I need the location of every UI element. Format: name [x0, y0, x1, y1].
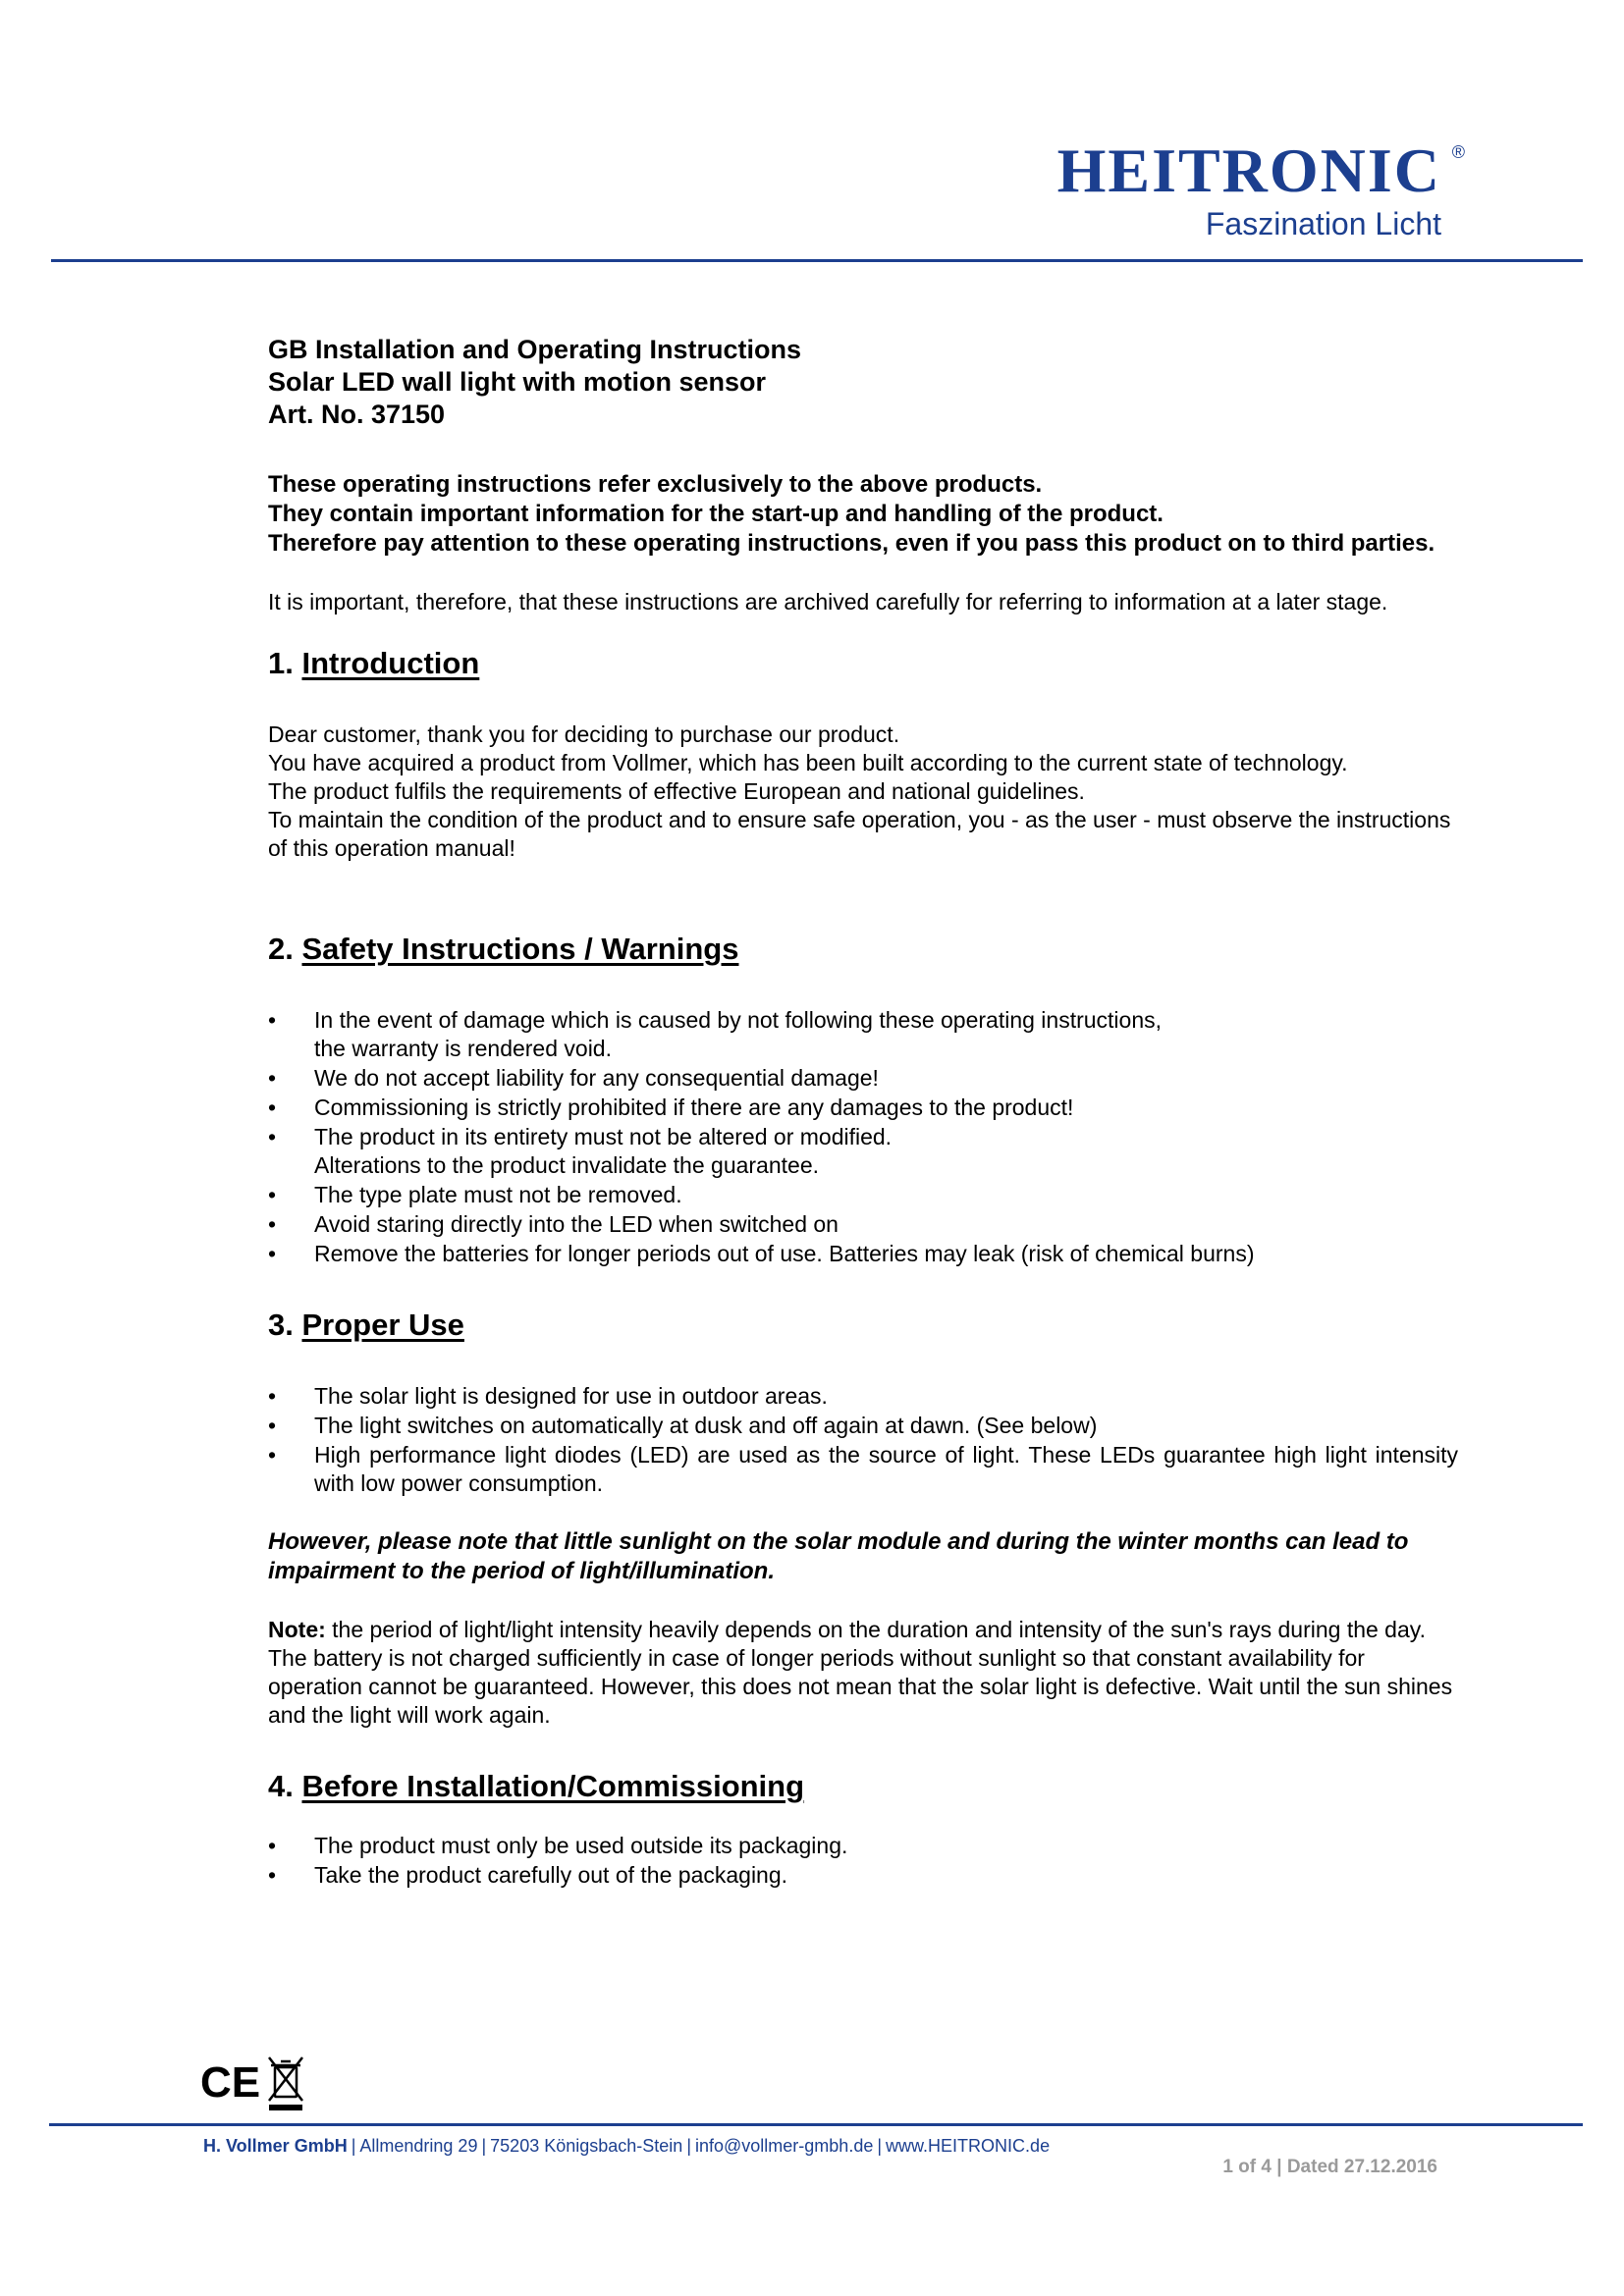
section-2-heading: [268, 932, 1458, 967]
section-4-number: 4.: [268, 1769, 294, 1803]
document-title: [268, 334, 1458, 431]
footer-email: info@vollmer-gmbh.de: [695, 2136, 874, 2156]
brand-logo: [1056, 135, 1467, 242]
document-body: [268, 334, 1458, 1929]
list-item-text: • Avoid staring directly into the LED when switched on: [314, 1211, 839, 1237]
list-item-text: • The type plate must not be removed.: [314, 1182, 682, 1207]
intro-line: The product fulfils the requirements of effective European and national guidelines.: [268, 778, 1085, 804]
note-label: Note:: [268, 1617, 326, 1642]
winter-warning: However, please note that little sunlight on the solar module and during the winter months can lead to impairment to the period of light/illumination.: [268, 1528, 1409, 1584]
footer-city: 75203 Königsbach-Stein: [490, 2136, 683, 2156]
list-item-text: • In the event of damage which is caused by not following these operating instructions,: [314, 1007, 1163, 1033]
list-item: [268, 1006, 1458, 1063]
installation-list: [268, 1832, 1458, 1890]
footer-company-name: H. Vollmer GmbH: [203, 2136, 348, 2156]
list-item-text: Alterations to the product invalidate the guarantee.: [314, 1152, 820, 1178]
title-line-3: Art. No. 37150: [268, 400, 446, 429]
list-item-text: • Remove the batteries for longer periods out of use. Batteries may leak (risk of chemical burns): [314, 1241, 1255, 1266]
list-item: [268, 1240, 1458, 1268]
list-item-text: • We do not accept liability for any consequential damage!: [314, 1065, 879, 1091]
intro-bold-line: They contain important information for the start-up and handling of the product.: [268, 501, 1164, 527]
list-item-text: the warranty is rendered void.: [314, 1036, 612, 1061]
list-item: [268, 1181, 1458, 1209]
intro-line: To maintain the condition of the product and to ensure safe operation, you - as the user - must observe the instructions of this operation manual!: [268, 807, 1451, 861]
title-line-2: Solar LED wall light with motion sensor: [268, 367, 767, 397]
logo-tagline: Faszination Licht: [1205, 206, 1441, 241]
list-item-text: • Commissioning is strictly prohibited if there are any damages to the product!: [314, 1095, 1074, 1120]
weee-bar: [269, 2105, 302, 2110]
logo-brand-text: HEITRONIC: [1056, 135, 1441, 205]
proper-use-list: [268, 1382, 1458, 1498]
section-4-heading: [268, 1769, 1458, 1804]
section-1-title: Introduction: [301, 646, 480, 680]
section-3-title: Proper Use: [301, 1308, 464, 1342]
footer-page-info: 1 of 4 | Dated 27.12.2016: [1222, 2157, 1437, 2177]
footer-company-info: H. Vollmer GmbH | Allmendring 29 | 75203 Königsbach-Stein | info@vollmer-gmbh.de | www.HEITRONIC.de: [203, 2136, 1051, 2156]
list-item-text: • The product in its entirety must not be altered or modified.: [314, 1124, 893, 1149]
note-paragraph: [268, 1616, 1458, 1730]
list-item: • The solar light is designed for use in outdoor areas.: [268, 1382, 1458, 1411]
header-divider: [51, 259, 1583, 262]
list-item: [268, 1210, 1458, 1239]
registered-mark: ®: [1451, 142, 1467, 162]
list-item: [268, 1123, 1458, 1180]
intro-bold-line: These operating instructions refer exclusively to the above products.: [268, 471, 1043, 498]
list-item: • The light switches on automatically at dusk and off again at dawn. (See below): [268, 1412, 1458, 1440]
section-2-number: 2.: [268, 932, 294, 966]
safety-list: [268, 1006, 1458, 1268]
section-3-heading: [268, 1308, 1458, 1343]
footer-divider: [49, 2123, 1583, 2126]
footer-address: Allmendring 29: [359, 2136, 478, 2156]
intro-bold-line: Therefore pay attention to these operating instructions, even if you pass this product on to third parties.: [268, 530, 1435, 557]
list-item: • The product must only be used outside its packaging.: [268, 1832, 1458, 1860]
title-line-1: GB Installation and Operating Instructions: [268, 335, 802, 364]
ce-mark-text: CE: [200, 2058, 261, 2107]
section-2-title: Safety Instructions / Warnings: [301, 932, 739, 966]
section-1-number: 1.: [268, 646, 294, 680]
ce-weee-icon: [200, 2052, 308, 2112]
intro-bold-block: [268, 470, 1458, 559]
crossed-bin-icon: [269, 2057, 302, 2101]
intro-line: Dear customer, thank you for deciding to purchase our product.: [268, 721, 900, 747]
list-item: [268, 1094, 1458, 1122]
section-3-number: 3.: [268, 1308, 294, 1342]
archive-note: It is important, therefore, that these instructions are archived carefully for referring to information at a later stage.: [268, 589, 1388, 614]
section-1-heading: [268, 646, 1458, 681]
list-item: • High performance light diodes (LED) are used as the source of light. These LEDs guarantee high light intensity with low power consumption.: [268, 1441, 1458, 1498]
note-text: the period of light/light intensity heavily depends on the duration and intensity of the sun's rays during the day. The battery is not charged sufficiently in case of longer periods without sunlight so that constant availability for operation cannot be guaranteed. However, this does not mean that the solar light is defective. Wait until the sun shines and the light will work again.: [268, 1617, 1453, 1728]
intro-line: You have acquired a product from Vollmer, which has been built according to the current state of technology.: [268, 750, 1348, 775]
footer-website: www.HEITRONIC.de: [886, 2136, 1051, 2156]
list-item: [268, 1064, 1458, 1093]
section-4-title: Before Installation/Commissioning: [301, 1769, 805, 1803]
list-item: • Take the product carefully out of the packaging.: [268, 1861, 1458, 1890]
section-1-body: [268, 721, 1458, 863]
logo-wordmark: [1056, 135, 1467, 205]
